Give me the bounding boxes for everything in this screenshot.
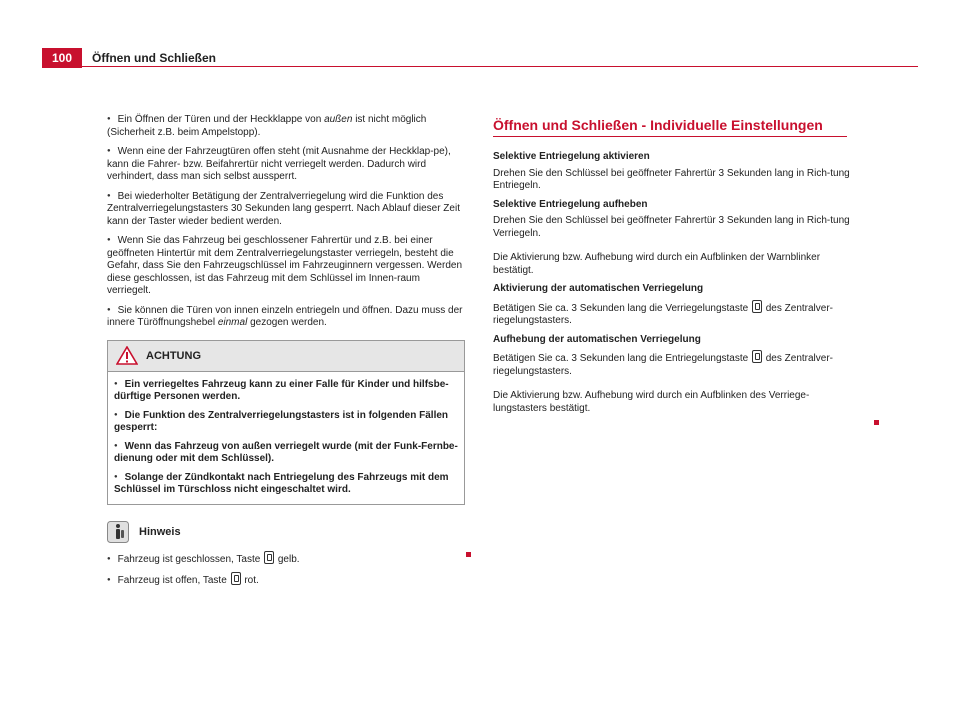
warning-body	[108, 372, 464, 504]
section-rule	[493, 136, 847, 137]
list-item: ● Die Funktion des Zentralverriegelungstasters ist in folgenden Fällen gesperrt:	[114, 409, 458, 435]
page-number: 100	[42, 48, 82, 68]
note-header	[107, 521, 465, 543]
section-end-mark	[466, 552, 471, 557]
paragraph: Drehen Sie den Schlüssel bei geöffneter Fahrertür 3 Sekunden lang in Rich-tung Entriegeln.	[493, 167, 850, 191]
warning-triangle-icon	[116, 346, 138, 365]
lock-key-icon	[752, 300, 762, 313]
note-section	[107, 521, 465, 588]
list-item: ● Solange der Zündkontakt nach Entriegelung des Fahrzeugs mit dem Schlüssel im Türschloss nicht eingeschaltet wird.	[114, 471, 458, 497]
right-column	[493, 117, 853, 421]
subheading: Selektive Entriegelung aktivieren	[493, 151, 650, 162]
paragraph: Die Aktivierung bzw. Aufhebung wird durch ein Aufblinken des Verriege-lungstasters bestätigt.	[493, 390, 810, 414]
subheading: Aufhebung der automatischen Verriegelung	[493, 333, 701, 345]
list-item: ● Ein verriegeltes Fahrzeug kann zu einer Falle für Kinder und hilfsbe-dürftige Personen werden.	[114, 378, 458, 404]
list-item: ● Wenn das Fahrzeug von außen verriegelt wurde (mit der Funk-Fernbe-dienung oder mit dem Schlüssel).	[114, 440, 458, 466]
paragraph: Betätigen Sie ca. 3 Sekunden lang die Verriegelungstaste des Zentralver-riegelungstasters.	[493, 300, 853, 328]
info-note-icon	[107, 521, 129, 543]
list-item: ● Sie können die Türen von innen einzeln entriegeln und öffnen. Dazu muss der innere Türöffnungshebel einmal gezogen werden.	[107, 304, 465, 330]
subheading: Selektive Entriegelung aufheben	[493, 198, 648, 210]
note-title: Hinweis	[139, 525, 181, 538]
page-title: Öffnen und Schließen	[92, 51, 217, 65]
list-item: ● Fahrzeug ist geschlossen, Taste gelb.	[107, 551, 465, 567]
list-item: ● Bei wiederholter Betätigung der Zentralverriegelung wird die Funktion des Zentralverriegelungstasters 30 Sekunden lang gesperrt. Nach Ablauf dieser Zeit kann der Taster wieder bedient werden.	[107, 190, 465, 229]
header-rule	[82, 66, 918, 67]
list-item: ● Wenn eine der Fahrzeugtüren offen steht (mit Ausnahme der Heckklap-pe), kann die Fahrer- bzw. Beifahrertür nicht verriegelt werden. Dadurch wird verhindert, dass man sich selbst aussperrt.	[107, 145, 465, 184]
paragraph: Die Aktivierung bzw. Aufhebung wird durch ein Aufblinken der Warnblinker bestätigt.	[493, 252, 821, 276]
paragraph: Drehen Sie den Schlüssel bei geöffneter Fahrertür 3 Sekunden lang in Rich-tung Verriegeln.	[493, 215, 850, 239]
warning-title: ACHTUNG	[146, 349, 201, 362]
warning-header	[108, 341, 464, 372]
section-title: Öffnen und Schließen - Individuelle Einstellungen	[493, 117, 823, 133]
subheading: Aktivierung der automatischen Verriegelung	[493, 283, 704, 294]
section-end-mark	[874, 420, 879, 425]
warning-box	[107, 340, 465, 505]
lock-key-icon	[264, 551, 274, 564]
left-column	[107, 113, 465, 594]
paragraph: Betätigen Sie ca. 3 Sekunden lang die Entriegelungstaste des Zentralver-riegelungstasters.	[493, 350, 853, 378]
unlock-key-icon	[231, 572, 241, 585]
unlock-key-icon	[752, 350, 762, 363]
list-item: ● Ein Öffnen der Türen und der Heckklappe von außen ist nicht möglich (Sicherheit z.B. beim Ampelstopp).	[107, 113, 465, 139]
list-item: ● Wenn Sie das Fahrzeug bei geschlossener Fahrertür und z.B. bei einer geöffneten Hintertür mit dem Zentralverriegelungstaster verriegeln, besteht die Gefahr, dass Sie den Fahrzeugschlüssel im Fahrzeuginnern vergessen. Werden diese geschlossen, ist das Fahrzeug mit dem Schlüssel im Innen-raum verriegelt.	[107, 234, 465, 298]
list-item: ● Fahrzeug ist offen, Taste rot.	[107, 572, 465, 588]
